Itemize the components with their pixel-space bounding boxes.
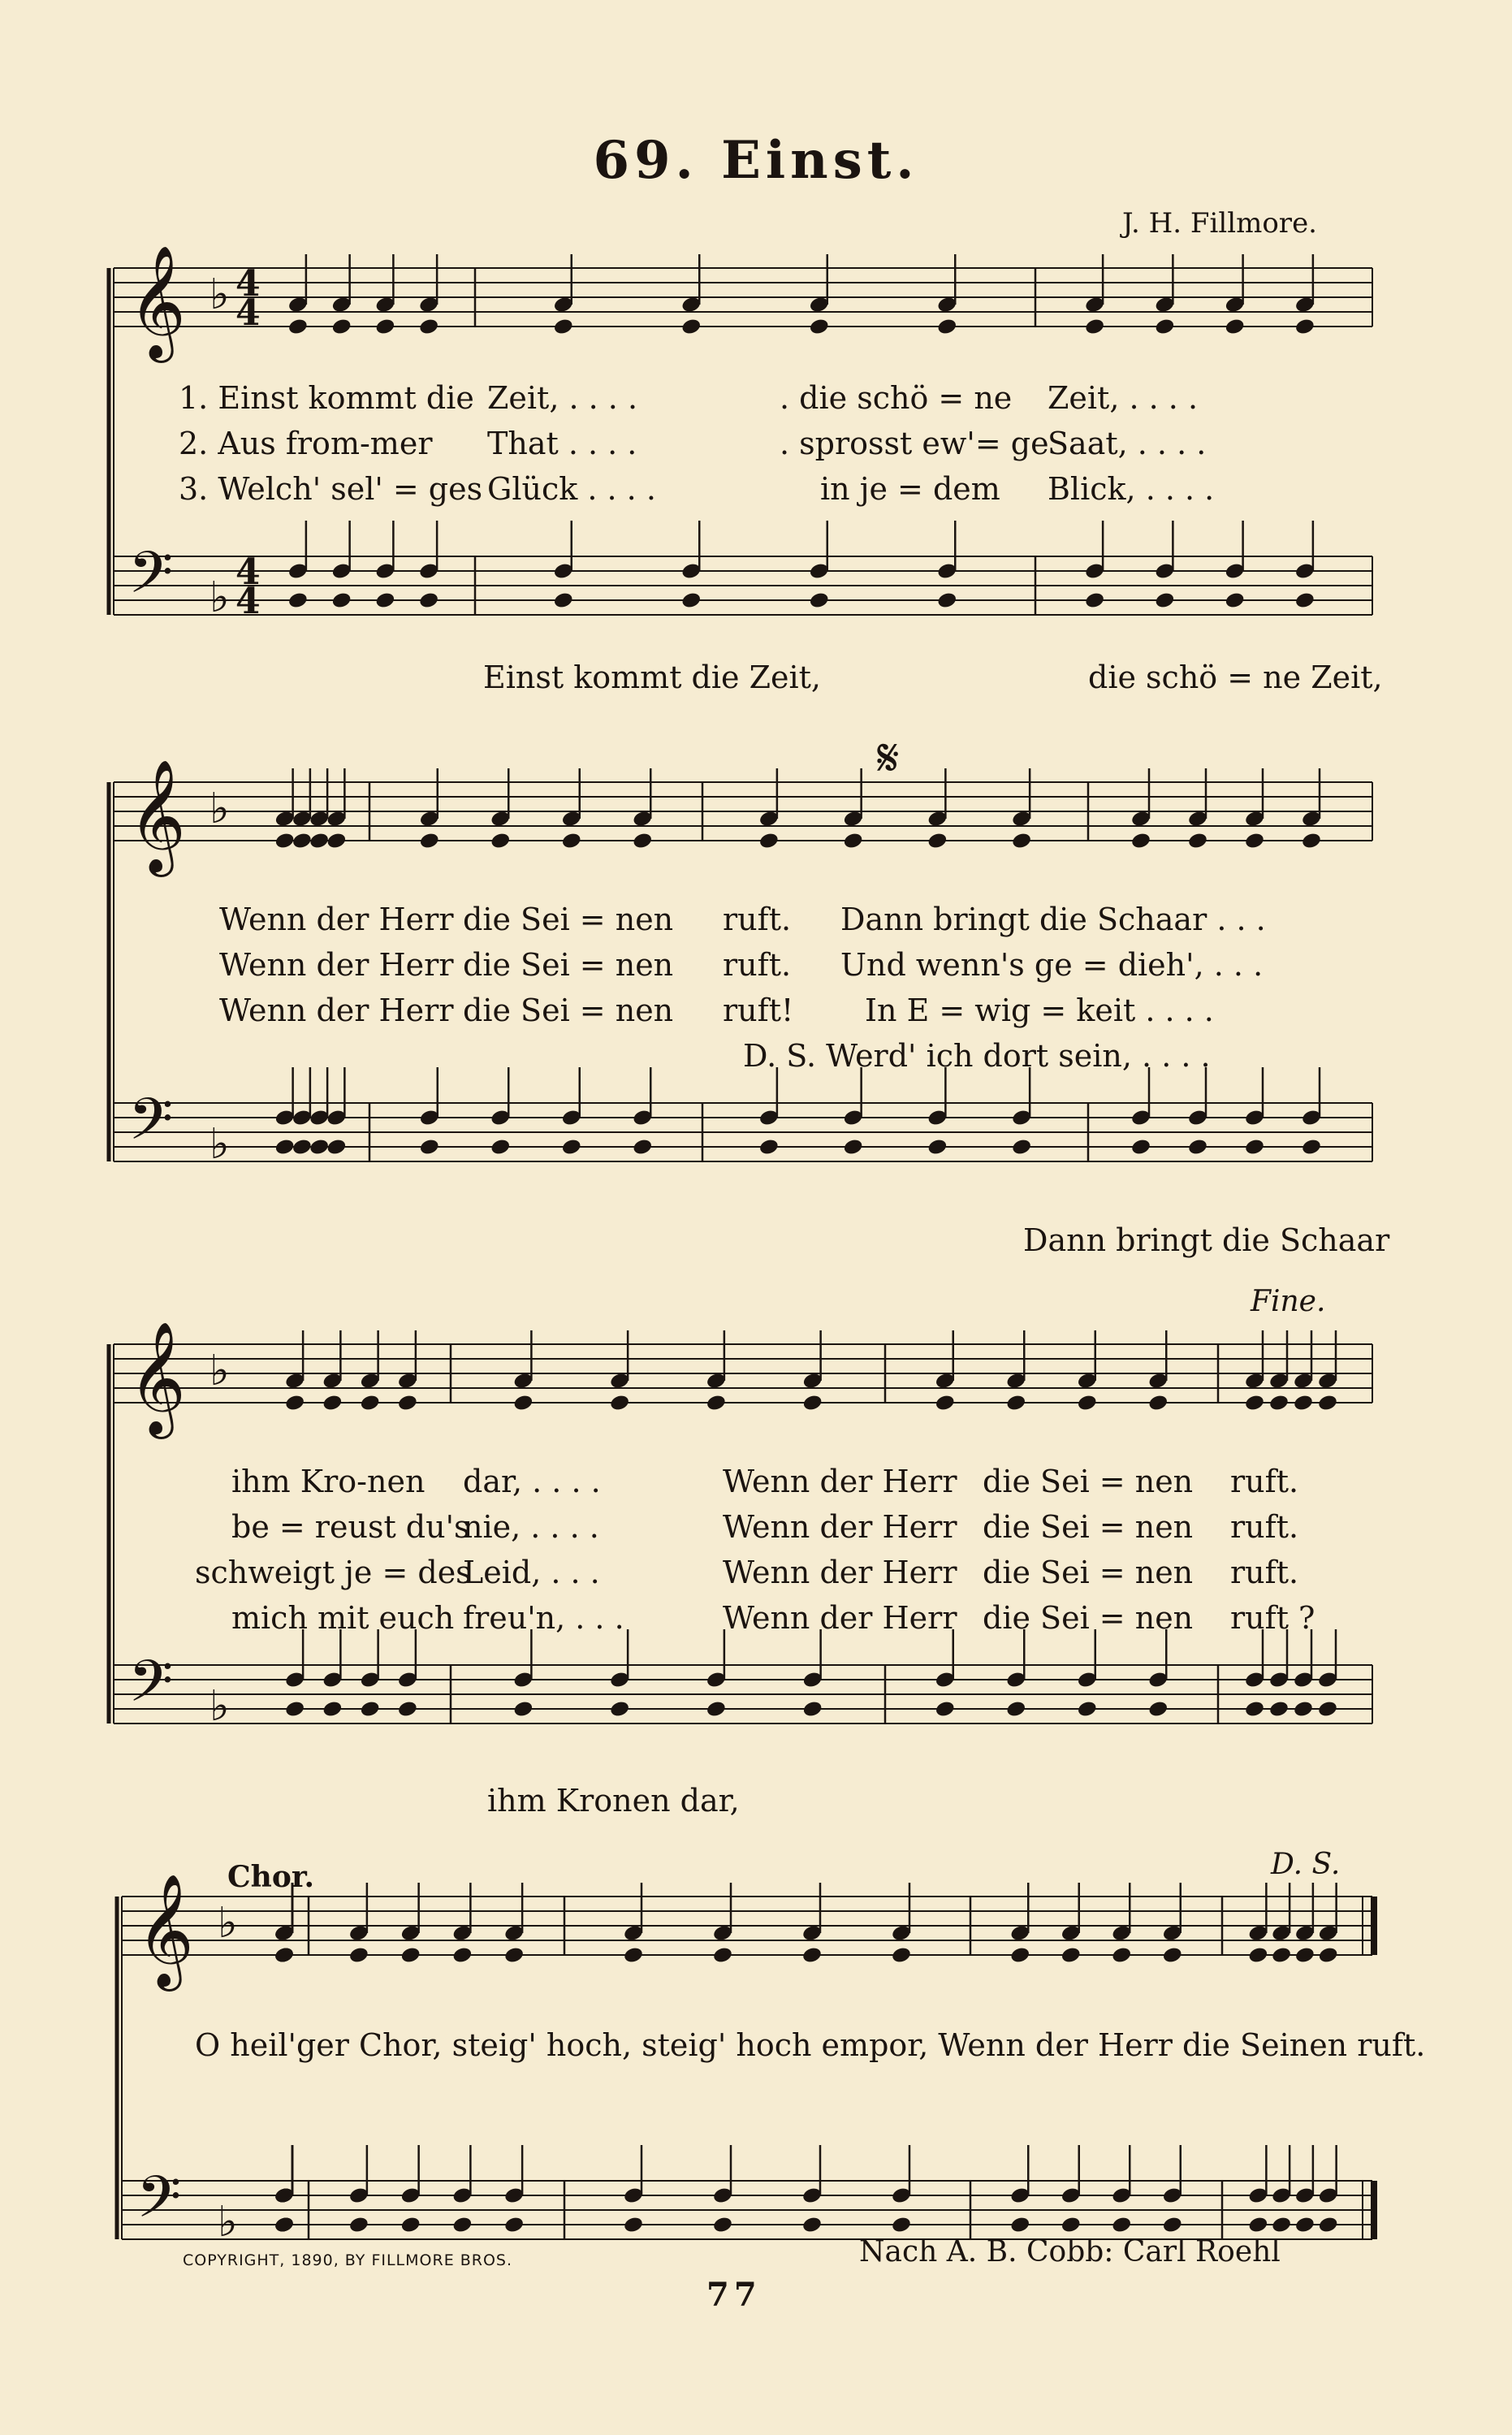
lyric: be = reust du's xyxy=(231,1509,470,1545)
notehead xyxy=(274,832,296,850)
chorus-lyric: O heil'ger Chor, steig' hoch, steig' hoch empor, Wenn der Herr die Seinen ruft. xyxy=(195,2027,1426,2063)
lyric: 3. Welch' sel' = ges xyxy=(179,471,483,507)
notehead xyxy=(451,2216,473,2234)
lyric: ruft. xyxy=(1230,1509,1299,1545)
notehead xyxy=(802,1394,823,1412)
lyric: Wenn der Herr xyxy=(219,993,454,1028)
page-number: 77 xyxy=(706,2276,762,2314)
notehead xyxy=(1111,1946,1132,1965)
lyric: ruft. xyxy=(723,947,792,983)
lyric: in je = dem xyxy=(820,471,1000,507)
lyric: freu'n, . . . xyxy=(463,1600,624,1636)
bass-clef: 𝄢 xyxy=(136,2164,182,2245)
lyric: . sprosst ew'= ge xyxy=(780,426,1049,461)
notehead xyxy=(1294,318,1315,336)
notehead xyxy=(1244,1138,1265,1157)
notehead xyxy=(1293,1394,1314,1412)
notehead xyxy=(809,591,830,610)
notehead xyxy=(503,1946,525,1965)
lyric: Glück . . . . xyxy=(487,471,656,507)
notehead xyxy=(400,2216,421,2234)
notehead xyxy=(935,1700,956,1719)
composer-credit: J. H. Fillmore. xyxy=(1122,207,1317,240)
final-barline xyxy=(1371,2181,1377,2239)
notehead xyxy=(1005,1394,1026,1412)
notehead xyxy=(1225,318,1246,336)
notehead xyxy=(1247,1946,1268,1965)
notehead xyxy=(284,1394,305,1412)
notehead xyxy=(419,1138,440,1157)
chorus-label: Chor. xyxy=(227,1860,315,1894)
bass-lyric: die schö = ne Zeit, xyxy=(1088,660,1383,695)
lyric: That . . . . xyxy=(487,426,637,461)
notehead xyxy=(418,591,439,610)
notehead xyxy=(397,1700,418,1719)
notehead xyxy=(1301,1138,1322,1157)
notehead xyxy=(935,1394,956,1412)
lyric: Wenn der Herr xyxy=(219,902,454,937)
notehead xyxy=(397,1394,418,1412)
notehead xyxy=(553,591,574,610)
notehead xyxy=(274,1138,296,1157)
notehead xyxy=(400,1946,421,1965)
lyric: ruft. xyxy=(1230,1464,1299,1499)
treble-clef: 𝄞 xyxy=(128,1321,186,1434)
lyric: ruft ? xyxy=(1230,1600,1315,1636)
notehead xyxy=(374,318,395,336)
lyric: mich mit euch xyxy=(231,1600,455,1636)
notehead xyxy=(1154,591,1175,610)
lyric: die Sei = nen xyxy=(463,902,674,937)
notehead xyxy=(1011,832,1032,850)
notehead xyxy=(1005,1700,1026,1719)
notehead xyxy=(1318,2216,1339,2234)
lyric: In E = wig = keit . . . . xyxy=(865,993,1214,1028)
lyric: die Sei = nen xyxy=(983,1555,1194,1590)
ds-marking: D. S. xyxy=(1271,1848,1341,1881)
notehead xyxy=(309,1138,330,1157)
notehead xyxy=(1318,1946,1339,1965)
notehead xyxy=(1162,1946,1183,1965)
notehead xyxy=(1061,1946,1082,1965)
key-flat: ♭ xyxy=(210,573,230,622)
notehead xyxy=(936,591,957,610)
notehead xyxy=(348,2216,369,2234)
bass-clef: 𝄢 xyxy=(128,1648,174,1729)
notehead xyxy=(1244,1700,1265,1719)
notehead xyxy=(1244,1394,1265,1412)
notehead xyxy=(680,591,702,610)
lyric: Wenn der Herr xyxy=(723,1555,957,1590)
notehead xyxy=(1317,1394,1338,1412)
notehead xyxy=(609,1700,630,1719)
notehead xyxy=(927,1138,948,1157)
treble-clef: 𝄞 xyxy=(128,759,186,872)
notehead xyxy=(553,318,574,336)
notehead xyxy=(1268,1394,1290,1412)
time-signature-bottom: 4 xyxy=(235,581,261,622)
lyric: die Sei = nen xyxy=(983,1600,1194,1636)
notehead xyxy=(1061,2216,1082,2234)
notehead xyxy=(680,318,702,336)
key-flat: ♭ xyxy=(210,1120,230,1169)
notehead xyxy=(1247,2216,1268,2234)
notehead xyxy=(348,1946,369,1965)
notehead xyxy=(419,832,440,850)
notehead xyxy=(326,1138,347,1157)
notehead xyxy=(802,1700,823,1719)
notehead xyxy=(418,318,439,336)
notehead xyxy=(1301,832,1322,850)
notehead xyxy=(623,1946,644,1965)
lyric: die Sei = nen xyxy=(983,1464,1194,1499)
treble-clef: 𝄞 xyxy=(128,245,186,358)
bass-lyric: Dann bringt die Schaar xyxy=(1023,1222,1390,1258)
notehead xyxy=(1268,1700,1290,1719)
notehead xyxy=(512,1700,534,1719)
notehead xyxy=(287,318,309,336)
lyric: Zeit, . . . . xyxy=(487,380,638,416)
notehead xyxy=(322,1700,343,1719)
notehead xyxy=(843,1138,864,1157)
lyric: Zeit, . . . . xyxy=(1048,380,1199,416)
notehead xyxy=(891,2216,912,2234)
lyric: die Sei = nen xyxy=(463,993,674,1028)
key-flat: ♭ xyxy=(218,1899,238,1948)
lyric: Dann bringt die Schaar . . . xyxy=(840,902,1266,937)
segno-sign: 𝄋 xyxy=(877,729,900,789)
notehead xyxy=(1187,1138,1208,1157)
treble-clef: 𝄞 xyxy=(136,1874,194,1987)
notehead xyxy=(632,1138,653,1157)
notehead xyxy=(1187,832,1208,850)
lyric: nie, . . . . xyxy=(463,1509,599,1545)
lyric: ruft. xyxy=(1230,1555,1299,1590)
notehead xyxy=(1084,318,1105,336)
copyright: COPYRIGHT, 1890, BY FILLMORE BROS. xyxy=(183,2251,513,2269)
final-barline xyxy=(1371,1897,1377,1955)
fine-marking: Fine. xyxy=(1251,1285,1326,1318)
notehead xyxy=(632,832,653,850)
notehead xyxy=(374,591,395,610)
notehead xyxy=(1011,1138,1032,1157)
notehead xyxy=(1162,2216,1183,2234)
notehead xyxy=(758,832,780,850)
notehead xyxy=(274,2216,295,2234)
lyric: Wenn der Herr xyxy=(723,1464,957,1499)
notehead xyxy=(809,318,830,336)
notehead xyxy=(1009,2216,1030,2234)
notehead xyxy=(1294,1946,1315,1965)
key-flat: ♭ xyxy=(210,1347,230,1395)
lyric: die Sei = nen xyxy=(463,947,674,983)
key-flat: ♭ xyxy=(210,1682,230,1731)
notehead xyxy=(1271,2216,1292,2234)
key-flat: ♭ xyxy=(218,2198,238,2247)
key-flat: ♭ xyxy=(210,785,230,833)
notehead xyxy=(1244,832,1265,850)
notehead xyxy=(322,1394,343,1412)
bass-lyric: Einst kommt die Zeit, xyxy=(483,660,821,695)
notehead xyxy=(1077,1394,1098,1412)
notehead xyxy=(1225,591,1246,610)
notehead xyxy=(360,1700,381,1719)
lyric: ihm Kro-nen xyxy=(231,1464,426,1499)
notehead xyxy=(712,2216,733,2234)
lyric: Blick, . . . . xyxy=(1048,471,1215,507)
lyric: 1. Einst kommt die xyxy=(179,380,474,416)
notehead xyxy=(274,1946,295,1965)
bass-clef: 𝄢 xyxy=(128,539,174,621)
time-signature-top: 4 xyxy=(235,551,261,593)
notehead xyxy=(284,1700,305,1719)
lyric: Wenn der Herr xyxy=(723,1600,957,1636)
notehead xyxy=(712,1946,733,1965)
notehead xyxy=(706,1700,727,1719)
notehead xyxy=(451,1946,473,1965)
lyric: ruft! xyxy=(723,993,794,1028)
notehead xyxy=(1293,1700,1314,1719)
lyric: dar, . . . . xyxy=(463,1464,601,1499)
time-signature-bottom: 4 xyxy=(235,292,261,334)
lyric: Leid, . . . xyxy=(463,1555,600,1590)
lyric: . die schö = ne xyxy=(780,380,1013,416)
notehead xyxy=(1130,1138,1151,1157)
arranger-credit: Nach A. B. Cobb: Carl Roehl xyxy=(859,2235,1281,2268)
notehead xyxy=(490,832,511,850)
notehead xyxy=(1077,1700,1098,1719)
notehead xyxy=(1084,591,1105,610)
bass-clef: 𝄢 xyxy=(128,1086,174,1167)
lyric: 2. Aus from-mer xyxy=(179,426,433,461)
notehead xyxy=(706,1394,727,1412)
notehead xyxy=(1130,832,1151,850)
notehead xyxy=(1111,2216,1132,2234)
notehead xyxy=(609,1394,630,1412)
notehead xyxy=(1317,1700,1338,1719)
notehead xyxy=(801,1946,823,1965)
notehead xyxy=(331,591,352,610)
bass-lyric: ihm Kronen dar, xyxy=(487,1783,740,1819)
hymn-title: 69. Einst. xyxy=(593,130,919,191)
notehead xyxy=(801,2216,823,2234)
lyric: schweigt je = des xyxy=(195,1555,472,1590)
lyric: Und wenn's ge = dieh', . . . xyxy=(840,947,1264,983)
notehead xyxy=(758,1138,780,1157)
notehead xyxy=(1294,2216,1315,2234)
key-flat: ♭ xyxy=(210,270,230,319)
time-signature-top: 4 xyxy=(235,263,261,305)
lyric: Saat, . . . . xyxy=(1048,426,1207,461)
notehead xyxy=(292,832,313,850)
notehead xyxy=(843,832,864,850)
notehead xyxy=(561,1138,582,1157)
notehead xyxy=(1147,1394,1169,1412)
notehead xyxy=(490,1138,511,1157)
notehead xyxy=(331,318,352,336)
notehead xyxy=(287,591,309,610)
lyric: Wenn der Herr xyxy=(219,947,454,983)
notehead xyxy=(1147,1700,1169,1719)
notehead xyxy=(503,2216,525,2234)
lyric: ruft. xyxy=(723,902,792,937)
notehead xyxy=(561,832,582,850)
notehead xyxy=(360,1394,381,1412)
notehead xyxy=(309,832,330,850)
lyric: D. S. Werd' ich dort sein, . . . . xyxy=(743,1038,1211,1074)
notehead xyxy=(623,2216,644,2234)
notehead xyxy=(936,318,957,336)
notehead xyxy=(891,1946,912,1965)
notehead xyxy=(927,832,948,850)
notehead xyxy=(512,1394,534,1412)
notehead xyxy=(1009,1946,1030,1965)
notehead xyxy=(1294,591,1315,610)
lyric: Wenn der Herr xyxy=(723,1509,957,1545)
notehead xyxy=(1271,1946,1292,1965)
notehead xyxy=(292,1138,313,1157)
notehead xyxy=(326,832,347,850)
lyric: die Sei = nen xyxy=(983,1509,1194,1545)
notehead xyxy=(1154,318,1175,336)
